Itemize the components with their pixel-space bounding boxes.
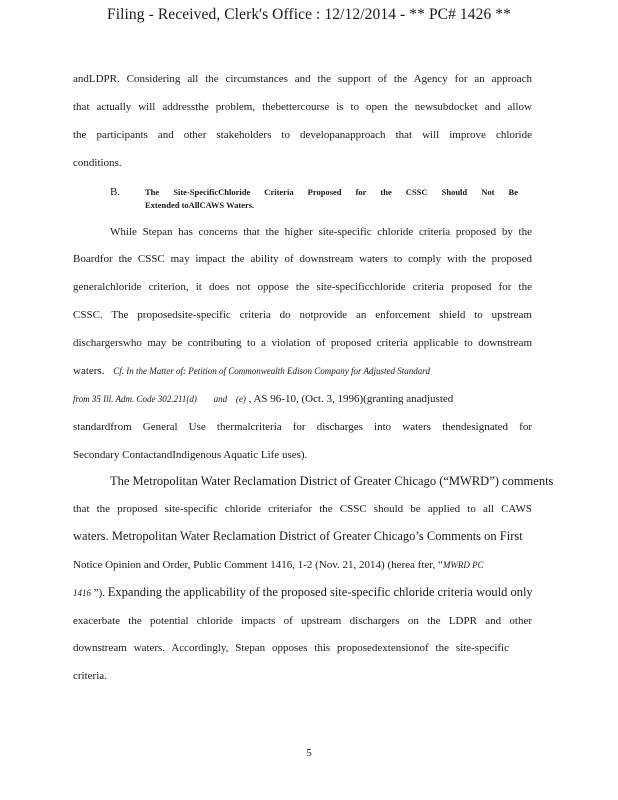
section-label: B. bbox=[110, 186, 121, 198]
para3-line: downstream waters. Accordingly, Stepan opposes this proposedextensionof the site-specific bbox=[73, 642, 509, 654]
para3-line bbox=[73, 558, 484, 572]
page-number: 5 bbox=[306, 747, 312, 759]
para3-line: exacerbate the potential chloride impacts of upstream dischargers on the LDPR and other bbox=[73, 615, 532, 627]
para1-line: andLDPR. Considering all the circumstances and the support of the Agency for an approach bbox=[73, 73, 532, 85]
citation-italic: (e) bbox=[235, 394, 246, 404]
para3-text: Notice Opinion and Order, Public Comment 1416, 1-2 (Nov. 21, 2014) (herea fter, “ bbox=[73, 559, 443, 571]
para3-italic: 1416 bbox=[73, 588, 91, 598]
para3-text: ”). bbox=[91, 587, 106, 599]
citation-line bbox=[73, 364, 430, 378]
citation-tail: , AS 96-10, (Oct. 3, 1996)(granting anadjusted bbox=[248, 393, 454, 405]
para3-line: waters. Metropolitan Water Reclamation District of Greater Chicago’s Comments on First bbox=[73, 529, 523, 543]
para3-italic: MWRD PC bbox=[442, 560, 484, 570]
para2-line: Boardfor the CSSC may impact the ability of downstream waters to comply with the proposed bbox=[73, 253, 532, 265]
section-title-line2: Extended toAllCAWS Waters. bbox=[145, 200, 255, 210]
para3-line bbox=[73, 585, 533, 600]
para2-line: dischargerswho may be contributing to a violation of proposed criteria applicable to downstream bbox=[73, 337, 532, 349]
para3-text: Expanding the applicability of the proposed site-specific chloride criteria would only bbox=[107, 585, 533, 599]
para3-line: that the proposed site-specific chloride criteriafor the CSSC should be applied to all CAWS bbox=[73, 503, 532, 515]
para2-line: While Stepan has concerns that the higher site-specific chloride criteria proposed by the bbox=[110, 226, 532, 238]
citation-line bbox=[73, 392, 453, 406]
citation-italic: and bbox=[213, 394, 228, 404]
para1-line: conditions. bbox=[73, 157, 122, 169]
filing-header: Filing - Received, Clerk's Office : 12/12/2014 - ** PC# 1426 ** bbox=[106, 6, 512, 23]
citation-line: standardfrom General Use thermalcriteria for discharges into waters thendesignated for bbox=[73, 421, 532, 433]
section-title-line1: The Site-SpecificChloride Criteria Proposed for the CSSC Should Not Be bbox=[145, 187, 518, 197]
para2-line: generalchloride criterion, it does not oppose the site-specificchloride criteria proposed for the bbox=[73, 281, 532, 293]
citation-line: Secondary ContactandIndigenous Aquatic Life uses). bbox=[73, 449, 308, 461]
para3-line: The Metropolitan Water Reclamation District of Greater Chicago (“MWRD”) comments bbox=[110, 474, 554, 488]
citation-italic: Cf. In the Matter of: Petition of Commonwealth Edison Company for Adjusted Standard bbox=[113, 366, 430, 376]
para1-line: the participants and other stakeholders to developanapproach that will improve chloride bbox=[73, 129, 532, 141]
citation-lead: waters. bbox=[73, 365, 105, 377]
para2-line: CSSC. The proposedsite-specific criteria do notprovide an enforcement shield to upstream bbox=[73, 309, 532, 321]
citation-italic: from 35 Ill. Adm. Code 302.211(d) bbox=[73, 394, 197, 404]
para1-line: that actually will addressthe problem, thebettercourse is to open the newsubdocket and allow bbox=[73, 101, 532, 113]
para3-line: criteria. bbox=[73, 670, 107, 682]
